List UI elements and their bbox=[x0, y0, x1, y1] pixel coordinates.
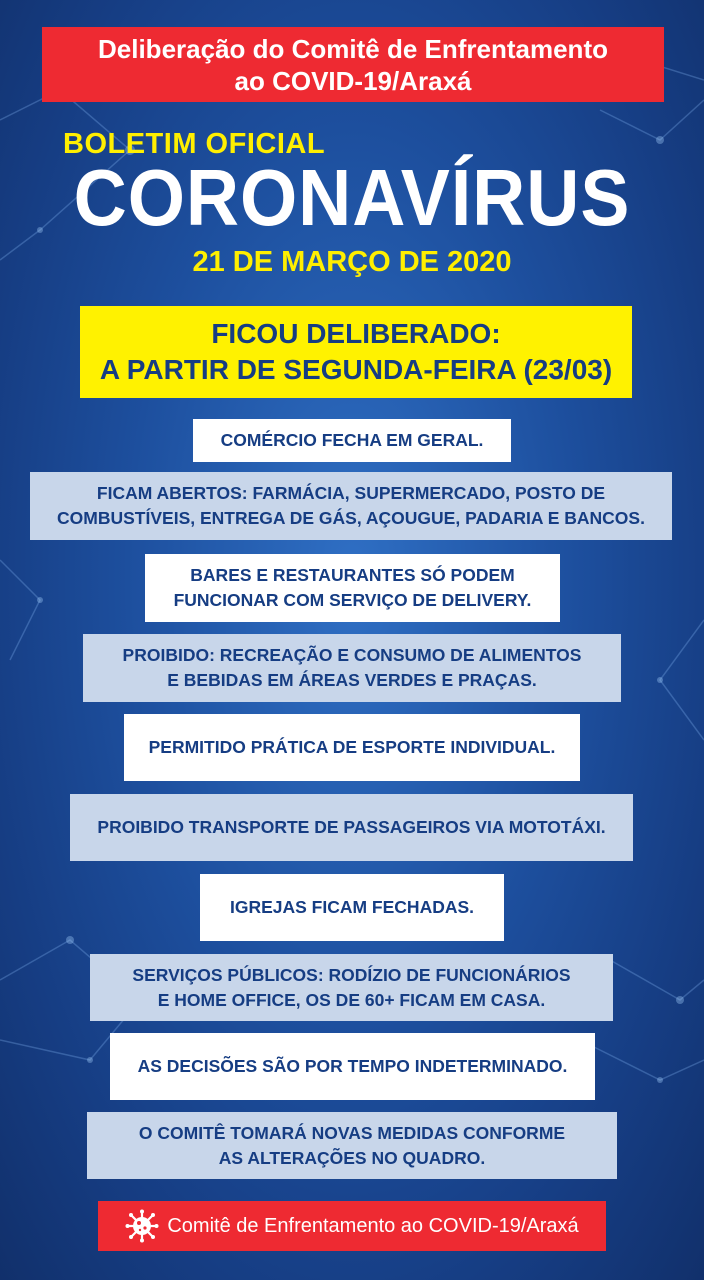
virus-icon bbox=[125, 1209, 159, 1243]
header-banner bbox=[42, 27, 664, 102]
measure-line: AS DECISÕES SÃO POR TEMPO INDETERMINADO. bbox=[137, 1056, 568, 1076]
measure-indefinite bbox=[110, 1033, 595, 1100]
measure-line: E BEBIDAS EM ÁREAS VERDES E PRAÇAS. bbox=[167, 670, 537, 690]
footer-banner bbox=[98, 1201, 606, 1251]
measure-churches bbox=[200, 874, 504, 941]
measure-line: FICAM ABERTOS: FARMÁCIA, SUPERMERCADO, POSTO DE bbox=[96, 483, 606, 503]
measure-open-businesses bbox=[30, 472, 672, 540]
measure-line: PROIBIDO: RECREAÇÃO E CONSUMO DE ALIMENTOS bbox=[122, 645, 582, 665]
measure-line: FUNCIONAR COM SERVIÇO DE DELIVERY. bbox=[173, 590, 532, 610]
measure-line: SERVIÇOS PÚBLICOS: RODÍZIO DE FUNCIONÁRIOS bbox=[132, 964, 571, 985]
page-title: CORONAVÍRUS bbox=[73, 153, 631, 242]
deliberation-line-1: FICOU DELIBERADO: bbox=[211, 318, 501, 349]
header-line-1: Deliberação do Comitê de Enfrentamento bbox=[98, 33, 608, 64]
measure-line: IGREJAS FICAM FECHADAS. bbox=[229, 897, 475, 917]
measure-line: PROIBIDO TRANSPORTE DE PASSAGEIROS VIA MOTOTÁXI. bbox=[97, 817, 606, 837]
measure-line: COMÉRCIO FECHA EM GERAL. bbox=[220, 430, 484, 450]
measure-commerce-closed bbox=[193, 419, 511, 462]
measure-line: COMBUSTÍVEIS, ENTREGA DE GÁS, AÇOUGUE, PADARIA E BANCOS. bbox=[57, 508, 645, 528]
bulletin-date: 21 DE MARÇO DE 2020 bbox=[192, 246, 512, 278]
bulletin-label: BOLETIM OFICIAL bbox=[63, 128, 326, 160]
measure-mototaxi bbox=[70, 794, 633, 861]
measure-green-areas bbox=[83, 634, 621, 702]
measure-individual-sport bbox=[124, 714, 580, 781]
deliberation-line-2: A PARTIR DE SEGUNDA-FEIRA (23/03) bbox=[99, 354, 613, 385]
measure-public-services bbox=[90, 954, 613, 1021]
header-line-2: ao COVID-19/Araxá bbox=[234, 65, 472, 96]
deliberation-banner bbox=[80, 306, 632, 398]
footer-text: Comitê de Enfrentamento ao COVID-19/Araxá bbox=[167, 1214, 579, 1237]
measure-line: PERMITIDO PRÁTICA DE ESPORTE INDIVIDUAL. bbox=[148, 737, 556, 757]
measure-bars-restaurants bbox=[145, 554, 560, 622]
measure-line: BARES E RESTAURANTES SÓ PODEM bbox=[190, 565, 515, 585]
measure-new-measures bbox=[87, 1112, 617, 1179]
measure-line: AS ALTERAÇÕES NO QUADRO. bbox=[218, 1147, 486, 1168]
measure-line: E HOME OFFICE, OS DE 60+ FICAM EM CASA. bbox=[157, 989, 546, 1010]
measure-line: O COMITÊ TOMARÁ NOVAS MEDIDAS CONFORME bbox=[138, 1122, 566, 1143]
